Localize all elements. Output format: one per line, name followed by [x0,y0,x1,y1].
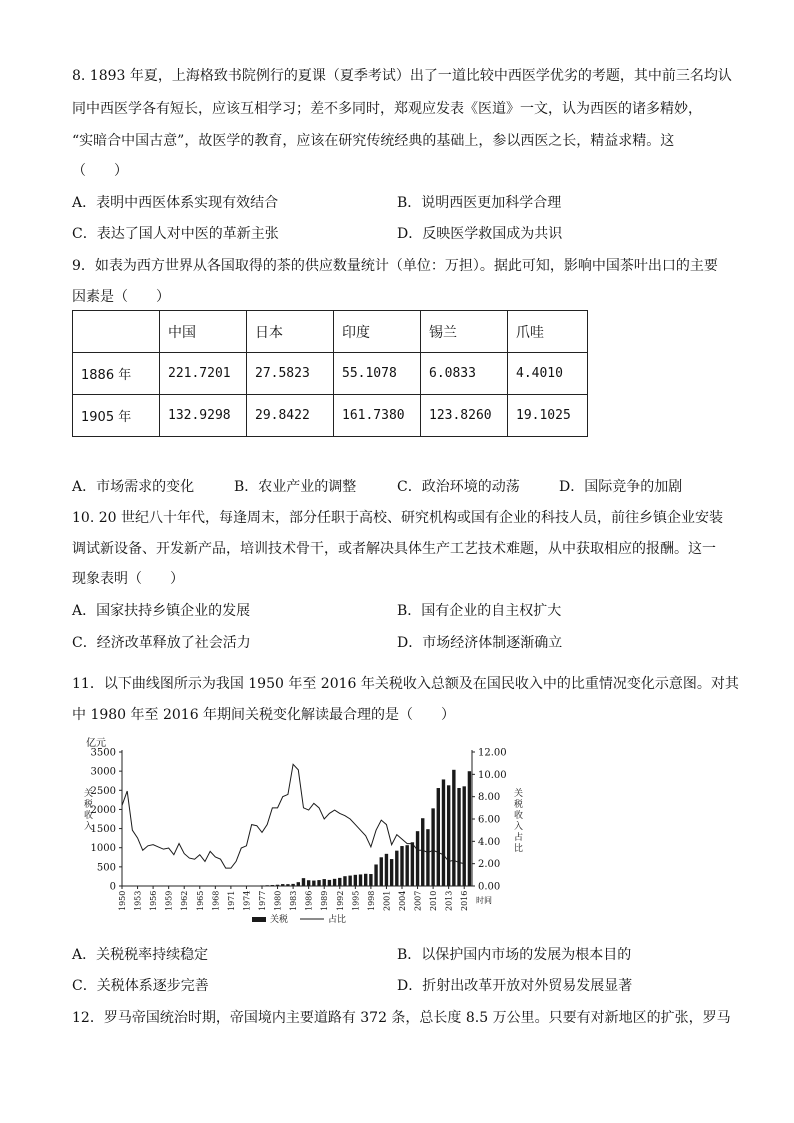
x-tick-label: 2016 [460,890,470,911]
table-header-row [73,311,588,353]
x-tick-label: 2001 [382,890,392,911]
table-cell: 132.9298 [160,395,247,437]
q11-line-2: 中 1980 年至 2016 年期间关税变化解读最合理的是（ ） [72,707,456,723]
table-cell: 221.7201 [160,353,247,395]
right-axis-label: 关税收入占比 [514,789,524,854]
left-tick-label: 2000 [90,804,116,816]
x-tick-label: 1995 [351,890,361,911]
table-header-cell: 锡兰 [421,311,508,353]
q9-option-b: B．农业产业的调整 [234,479,357,495]
q10-option-d: D．市场经济体制逐渐确立 [397,635,563,651]
x-tick-label: 2007 [413,890,423,911]
x-tick-label: 1959 [164,890,174,911]
tariff-bar [390,859,393,886]
tariff-bar [426,829,429,886]
q10-option-c: C．经济改革释放了社会活力 [72,635,251,651]
tariff-bar [333,879,336,886]
tariff-bar [307,880,310,886]
tariff-bar [411,842,414,886]
right-tick-label: 6.00 [478,814,501,826]
q11-line-1: 11．以下曲线图所示为我国 1950 年至 2016 年关税收入总额及在国民收入中的比重情况变化示意图。对其 [72,676,739,692]
table-header-cell: 日本 [247,311,334,353]
right-tick-label: 2.00 [478,859,501,871]
tariff-bar [468,771,471,886]
left-tick-label: 3500 [90,747,116,759]
x-tick-label: 1968 [211,890,221,911]
left-tick-label: 1500 [90,824,116,836]
tariff-bar [437,788,440,886]
left-tick-label: 3000 [90,766,116,778]
q9-line-2: 因素是（ ） [72,289,170,305]
tariff-bar [457,788,460,886]
right-tick-label: 12.00 [478,747,507,759]
q9-option-d: D．国际竞争的加剧 [559,479,683,495]
legend-label-share: 占比 [328,915,347,925]
q8-answer-blank: （ ） [72,163,128,179]
x-tick-label: 1980 [273,890,283,911]
q8-line-3: “实暗合中国古意”，故医学的教育，应该在研究传统经典的基础上，参以西医之长，精益求精。这 [72,133,675,149]
legend-bar-swatch [252,917,266,922]
tariff-bar [302,878,305,886]
x-tick-label: 2013 [444,890,454,911]
x-tick-label: 1998 [366,890,376,911]
q12-line-1: 12．罗马帝国统治时期，帝国境内主要道路有 372 条，总长度 8.5 万公里。只要有对新地区的扩张，罗马 [72,1010,731,1026]
tariff-bar [431,808,434,886]
tariff-bar [359,874,362,886]
tariff-bar [400,846,403,886]
x-tick-label: 1956 [149,890,159,911]
q11-option-c: C．关税体系逐步完善 [72,978,209,994]
table-header-cell [73,311,160,353]
tariff-bar [395,851,398,886]
table-row [73,353,588,395]
tariff-bar [380,857,383,886]
x-axis-label: 时间 [476,896,492,905]
tariff-bar [452,770,455,886]
q11-option-b: B．以保护国内市场的发展为根本目的 [397,947,632,963]
q8-line-2: 同中西医学各有短长，应该互相学习；差不多同时，郑观应发表《医道》一文，认为西医的诸多精妙， [72,101,702,117]
x-tick-label: 1983 [289,890,299,911]
right-tick-label: 8.00 [478,792,501,804]
q9-option-a: A．市场需求的变化 [72,479,195,495]
right-tick-label: 10.00 [478,769,507,781]
tariff-bar [338,878,341,886]
tariff-bar [421,818,424,886]
right-tick-label: 0.00 [478,881,501,893]
tariff-bar [323,879,326,886]
q8-option-c: C．表达了国人对中医的革新主张 [72,226,279,242]
table-cell: 27.5823 [247,353,334,395]
tariff-chart-svg [72,734,528,930]
left-tick-label: 500 [96,862,116,874]
q10-line-1: 10. 20 世纪八十年代，每逢周末，部分任职于高校、研究机构或国有企业的科技人员，前往乡镇企业安装 [72,510,723,526]
x-tick-label: 2010 [429,890,439,911]
q9-line-1: 9．如表为西方世界从各国取得的茶的供应数量统计（单位：万担）。据此可知，影响中国茶叶出口的主要 [72,258,718,274]
q9-option-c: C．政治环境的动荡 [397,479,520,495]
right-tick-label: 4.00 [478,836,501,848]
table-cell: 19.1025 [508,395,588,437]
left-tick-label: 1000 [90,843,116,855]
q10-option-b: B．国有企业的自主权扩大 [397,603,562,619]
table-cell: 29.8422 [247,395,334,437]
x-tick-label: 1950 [118,890,127,911]
q8-option-b: B．说明西医更加科学合理 [397,195,562,211]
tariff-bar [328,880,331,886]
left-tick-label: 0 [109,881,116,893]
q10-line-2: 调试新设备、开发新产品，培训技术骨干，或者解决具体生产工艺技术难题，从中获取相应的报酬。这一 [72,541,716,557]
left-unit-label: 亿元 [86,738,106,749]
table-row [73,395,588,437]
x-tick-label: 1971 [226,890,236,911]
x-tick-label: 1974 [242,890,252,911]
q8-option-d: D．反映医学救国成为共识 [397,226,563,242]
table-cell: 1886 年 [73,353,160,395]
q11-option-a: A．关税税率持续稳定 [72,947,209,963]
x-tick-label: 1953 [133,890,143,911]
tariff-bar [348,876,351,886]
q8-option-a: A．表明中西医体系实现有效结合 [72,195,279,211]
tariff-bar [297,882,300,886]
q11-option-d: D．折射出改革开放对外贸易发展显著 [397,978,633,994]
table-cell: 161.7380 [334,395,421,437]
x-tick-label: 1986 [304,890,314,911]
table-cell: 6.0833 [421,353,508,395]
x-tick-label: 1962 [180,890,190,911]
tariff-bar [442,779,445,886]
tariff-bar [369,874,372,886]
q10-option-a: A．国家扶持乡镇企业的发展 [72,603,251,619]
x-tick-label: 1992 [335,890,345,911]
tariff-bar [343,876,346,886]
left-axis-label: 关税收入 [84,789,94,832]
table-cell: 1905 年 [73,395,160,437]
tariff-bar [447,785,450,886]
table-cell: 55.1078 [334,353,421,395]
tariff-bar [463,786,466,886]
tariff-bar [416,831,419,886]
x-tick-label: 1989 [320,890,330,911]
tea-supply-table [72,310,588,437]
x-tick-label: 2004 [398,890,407,911]
tariff-bar [374,864,377,886]
tariff-bar [354,875,357,886]
x-tick-label: 1965 [195,890,205,911]
table-header-cell: 爪哇 [508,311,588,353]
tariff-bar [312,881,315,886]
table-header-cell: 印度 [334,311,421,353]
q10-line-3: 现象表明（ ） [72,571,184,587]
tariff-bar [317,880,320,886]
tariff-bar [405,845,408,886]
tariff-bar [385,854,388,886]
table-cell: 123.8260 [421,395,508,437]
left-tick-label: 2500 [90,785,116,797]
tariff-chart [72,734,528,930]
q8-line-1: 8. 1893 年夏，上海格致书院例行的夏课（夏季考试）出了一道比较中西医学优劣的考题，其中前三名均认 [72,68,732,84]
table-header-cell: 中国 [160,311,247,353]
tariff-bar [364,874,367,886]
x-tick-label: 1977 [258,890,267,911]
table-cell: 4.4010 [508,353,588,395]
legend-label-tariff: 关税 [270,915,289,925]
